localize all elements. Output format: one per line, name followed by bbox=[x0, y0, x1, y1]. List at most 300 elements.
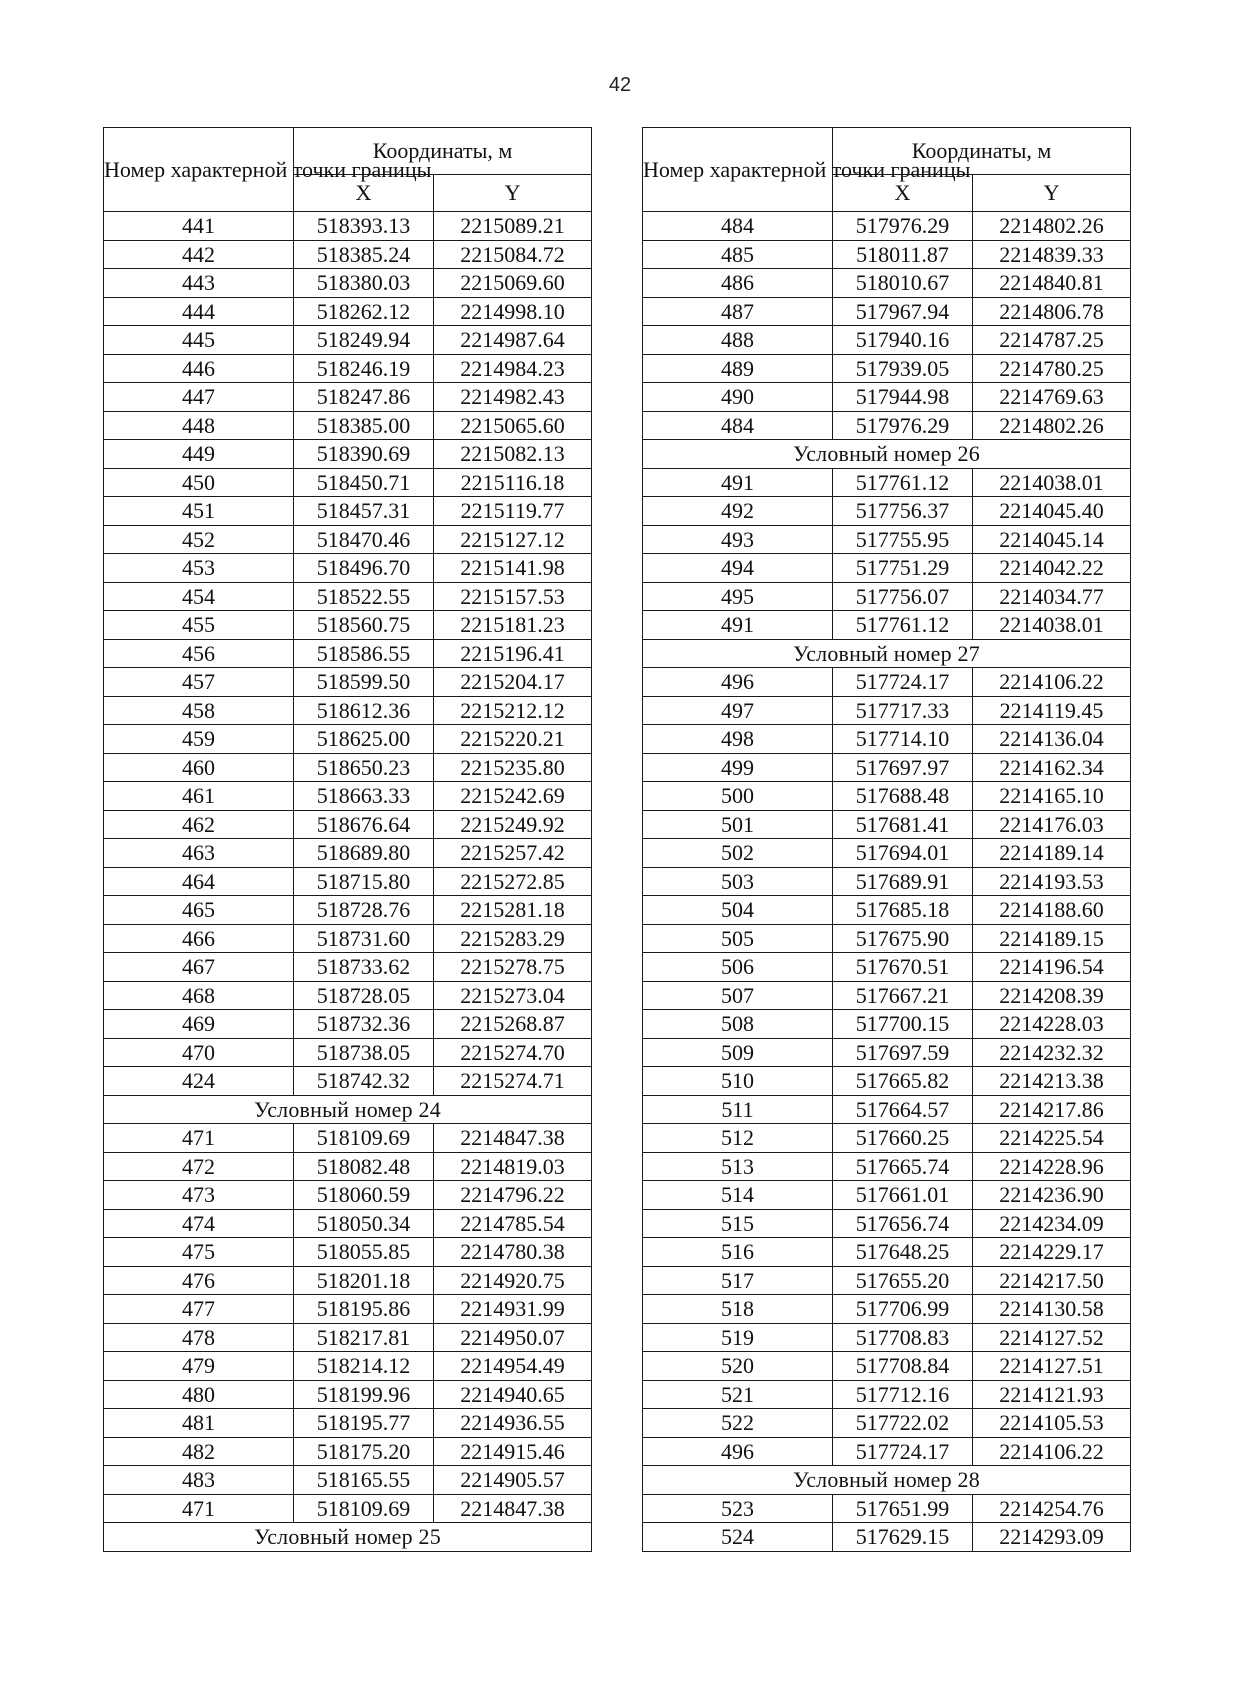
point-number-cell: 460 bbox=[104, 753, 294, 782]
point-number-cell: 487 bbox=[643, 297, 833, 326]
x-coordinate-cell: 517755.95 bbox=[833, 525, 973, 554]
section-row bbox=[104, 1095, 592, 1124]
y-coordinate-cell: 2214819.03 bbox=[434, 1152, 592, 1181]
x-coordinate-cell: 517714.10 bbox=[833, 725, 973, 754]
x-coordinate-cell: 517664.57 bbox=[833, 1095, 973, 1124]
table-row bbox=[643, 981, 1131, 1010]
table-row bbox=[643, 1095, 1131, 1124]
y-coordinate-cell: 2215089.21 bbox=[434, 212, 592, 241]
x-coordinate-cell: 517761.12 bbox=[833, 611, 973, 640]
table-row bbox=[643, 1209, 1131, 1238]
point-number-cell: 441 bbox=[104, 212, 294, 241]
x-coordinate-cell: 517967.94 bbox=[833, 297, 973, 326]
point-number-cell: 495 bbox=[643, 582, 833, 611]
point-number-cell: 501 bbox=[643, 810, 833, 839]
x-coordinate-cell: 517976.29 bbox=[833, 411, 973, 440]
table-row bbox=[104, 240, 592, 269]
x-coordinate-cell: 517722.02 bbox=[833, 1409, 973, 1438]
point-number-cell: 508 bbox=[643, 1010, 833, 1039]
point-number-cell: 444 bbox=[104, 297, 294, 326]
y-coordinate-cell: 2215084.72 bbox=[434, 240, 592, 269]
coordinates-header: Координаты, м bbox=[294, 128, 592, 175]
y-coordinate-cell: 2214950.07 bbox=[434, 1323, 592, 1352]
x-coordinate-cell: 518728.05 bbox=[294, 981, 434, 1010]
y-coordinate-cell: 2215281.18 bbox=[434, 896, 592, 925]
table-row bbox=[104, 924, 592, 953]
table-row bbox=[104, 525, 592, 554]
x-coordinate-cell: 518599.50 bbox=[294, 668, 434, 697]
y-coordinate-cell: 2214769.63 bbox=[973, 383, 1131, 412]
point-number-cell: 449 bbox=[104, 440, 294, 469]
y-coordinate-cell: 2214796.22 bbox=[434, 1181, 592, 1210]
y-coordinate-cell: 2215273.04 bbox=[434, 981, 592, 1010]
y-coordinate-cell: 2214998.10 bbox=[434, 297, 592, 326]
point-number-cell: 471 bbox=[104, 1124, 294, 1153]
table-row bbox=[104, 1352, 592, 1381]
table-row bbox=[643, 725, 1131, 754]
y-coordinate-cell: 2214217.50 bbox=[973, 1266, 1131, 1295]
table-row bbox=[643, 1352, 1131, 1381]
y-coordinate-cell: 2215181.23 bbox=[434, 611, 592, 640]
point-number-cell: 452 bbox=[104, 525, 294, 554]
point-number-cell: 474 bbox=[104, 1209, 294, 1238]
x-coordinate-cell: 517712.16 bbox=[833, 1380, 973, 1409]
point-number-cell: 490 bbox=[643, 383, 833, 412]
x-coordinate-cell: 517670.51 bbox=[833, 953, 973, 982]
x-coordinate-cell: 518496.70 bbox=[294, 554, 434, 583]
y-coordinate-cell: 2214905.57 bbox=[434, 1466, 592, 1495]
table-row bbox=[104, 554, 592, 583]
y-coordinate-cell: 2214217.86 bbox=[973, 1095, 1131, 1124]
table-row bbox=[643, 411, 1131, 440]
point-number-cell: 477 bbox=[104, 1295, 294, 1324]
table-row bbox=[643, 782, 1131, 811]
section-title: Условный номер 28 bbox=[643, 1466, 1131, 1495]
table-row bbox=[104, 810, 592, 839]
table-row bbox=[643, 1409, 1131, 1438]
table-row bbox=[104, 1152, 592, 1181]
y-coordinate-cell: 2214780.25 bbox=[973, 354, 1131, 383]
section-title: Условный номер 26 bbox=[643, 440, 1131, 469]
y-coordinate-cell: 2215069.60 bbox=[434, 269, 592, 298]
table-row bbox=[643, 611, 1131, 640]
y-coordinate-cell: 2214839.33 bbox=[973, 240, 1131, 269]
point-number-cell: 481 bbox=[104, 1409, 294, 1438]
x-coordinate-cell: 518175.20 bbox=[294, 1437, 434, 1466]
x-coordinate-cell: 518742.32 bbox=[294, 1067, 434, 1096]
table-row bbox=[643, 240, 1131, 269]
point-number-cell: 524 bbox=[643, 1523, 833, 1552]
table-row bbox=[104, 839, 592, 868]
x-coordinate-cell: 518560.75 bbox=[294, 611, 434, 640]
y-coordinate-cell: 2215220.21 bbox=[434, 725, 592, 754]
x-coordinate-cell: 518612.36 bbox=[294, 696, 434, 725]
y-coordinate-cell: 2215235.80 bbox=[434, 753, 592, 782]
x-coordinate-cell: 518676.64 bbox=[294, 810, 434, 839]
x-coordinate-cell: 518738.05 bbox=[294, 1038, 434, 1067]
y-coordinate-cell: 2214119.45 bbox=[973, 696, 1131, 725]
point-number-cell: 462 bbox=[104, 810, 294, 839]
x-coordinate-cell: 517675.90 bbox=[833, 924, 973, 953]
point-number-cell: 476 bbox=[104, 1266, 294, 1295]
table-row bbox=[643, 753, 1131, 782]
y-coordinate-cell: 2214915.46 bbox=[434, 1437, 592, 1466]
y-coordinate-cell: 2214208.39 bbox=[973, 981, 1131, 1010]
y-coordinate-cell: 2214920.75 bbox=[434, 1266, 592, 1295]
x-coordinate-cell: 517944.98 bbox=[833, 383, 973, 412]
x-coordinate-cell: 518522.55 bbox=[294, 582, 434, 611]
point-number-cell: 447 bbox=[104, 383, 294, 412]
x-coordinate-cell: 517667.21 bbox=[833, 981, 973, 1010]
table-row bbox=[104, 497, 592, 526]
point-number-cell: 442 bbox=[104, 240, 294, 269]
table-row bbox=[643, 696, 1131, 725]
x-coordinate-cell: 518165.55 bbox=[294, 1466, 434, 1495]
table-row bbox=[104, 1494, 592, 1523]
y-coordinate-cell: 2214936.55 bbox=[434, 1409, 592, 1438]
y-coordinate-cell: 2215242.69 bbox=[434, 782, 592, 811]
table-row bbox=[104, 354, 592, 383]
x-coordinate-cell: 517940.16 bbox=[833, 326, 973, 355]
x-coordinate-cell: 518728.76 bbox=[294, 896, 434, 925]
table-row bbox=[104, 896, 592, 925]
table-row bbox=[104, 867, 592, 896]
table-row bbox=[104, 953, 592, 982]
table-row bbox=[643, 497, 1131, 526]
table-row bbox=[104, 725, 592, 754]
table-row bbox=[643, 383, 1131, 412]
table-row bbox=[104, 1238, 592, 1267]
point-number-cell: 496 bbox=[643, 1437, 833, 1466]
point-number-cell: 502 bbox=[643, 839, 833, 868]
section-row bbox=[104, 1523, 592, 1552]
table-row bbox=[643, 354, 1131, 383]
point-number-cell: 505 bbox=[643, 924, 833, 953]
x-coordinate-cell: 517648.25 bbox=[833, 1238, 973, 1267]
x-coordinate-cell: 518715.80 bbox=[294, 867, 434, 896]
x-coordinate-cell: 517751.29 bbox=[833, 554, 973, 583]
y-coordinate-cell: 2214106.22 bbox=[973, 1437, 1131, 1466]
x-coordinate-cell: 517761.12 bbox=[833, 468, 973, 497]
point-number-cell: 507 bbox=[643, 981, 833, 1010]
y-coordinate-cell: 2214196.54 bbox=[973, 953, 1131, 982]
x-coordinate-cell: 517700.15 bbox=[833, 1010, 973, 1039]
x-coordinate-cell: 517697.59 bbox=[833, 1038, 973, 1067]
x-coordinate-cell: 517656.74 bbox=[833, 1209, 973, 1238]
point-number-cell: 516 bbox=[643, 1238, 833, 1267]
table-row bbox=[104, 411, 592, 440]
point-number-cell: 479 bbox=[104, 1352, 294, 1381]
section-title: Условный номер 24 bbox=[104, 1095, 592, 1124]
x-coordinate-cell: 518650.23 bbox=[294, 753, 434, 782]
y-coordinate-cell: 2214780.38 bbox=[434, 1238, 592, 1267]
x-coordinate-cell: 517665.74 bbox=[833, 1152, 973, 1181]
y-coordinate-cell: 2214127.51 bbox=[973, 1352, 1131, 1381]
x-coordinate-cell: 518082.48 bbox=[294, 1152, 434, 1181]
point-number-cell: 471 bbox=[104, 1494, 294, 1523]
table-row bbox=[643, 1266, 1131, 1295]
y-coordinate-cell: 2214176.03 bbox=[973, 810, 1131, 839]
table-row bbox=[104, 468, 592, 497]
y-coordinate-cell: 2214105.53 bbox=[973, 1409, 1131, 1438]
table-row bbox=[104, 611, 592, 640]
y-coordinate-cell: 2214232.32 bbox=[973, 1038, 1131, 1067]
x-coordinate-cell: 518625.00 bbox=[294, 725, 434, 754]
x-coordinate-cell: 518214.12 bbox=[294, 1352, 434, 1381]
point-number-cell: 468 bbox=[104, 981, 294, 1010]
y-header: Y bbox=[434, 175, 592, 212]
table-row bbox=[104, 1295, 592, 1324]
y-coordinate-cell: 2214234.09 bbox=[973, 1209, 1131, 1238]
table-row bbox=[104, 696, 592, 725]
point-number-cell: 523 bbox=[643, 1494, 833, 1523]
point-number-cell: 494 bbox=[643, 554, 833, 583]
point-number-cell: 514 bbox=[643, 1181, 833, 1210]
table-row bbox=[643, 1124, 1131, 1153]
table-row bbox=[104, 1409, 592, 1438]
point-number-cell: 499 bbox=[643, 753, 833, 782]
point-number-cell: 491 bbox=[643, 468, 833, 497]
y-coordinate-cell: 2214847.38 bbox=[434, 1124, 592, 1153]
y-coordinate-cell: 2215157.53 bbox=[434, 582, 592, 611]
x-coordinate-cell: 517689.91 bbox=[833, 867, 973, 896]
table-row bbox=[104, 1124, 592, 1153]
table-row bbox=[104, 297, 592, 326]
point-number-cell: 461 bbox=[104, 782, 294, 811]
point-number-cell: 472 bbox=[104, 1152, 294, 1181]
x-header: X bbox=[833, 175, 973, 212]
point-number-cell: 478 bbox=[104, 1323, 294, 1352]
point-number-cell: 463 bbox=[104, 839, 294, 868]
coordinates-table-right bbox=[642, 127, 1131, 1552]
table-row bbox=[643, 269, 1131, 298]
x-coordinate-cell: 518262.12 bbox=[294, 297, 434, 326]
table-row bbox=[104, 1038, 592, 1067]
x-coordinate-cell: 518195.77 bbox=[294, 1409, 434, 1438]
point-number-cell: 470 bbox=[104, 1038, 294, 1067]
x-coordinate-cell: 518050.34 bbox=[294, 1209, 434, 1238]
point-number-cell: 520 bbox=[643, 1352, 833, 1381]
y-coordinate-cell: 2215249.92 bbox=[434, 810, 592, 839]
y-coordinate-cell: 2215065.60 bbox=[434, 411, 592, 440]
y-coordinate-cell: 2215278.75 bbox=[434, 953, 592, 982]
y-coordinate-cell: 2214847.38 bbox=[434, 1494, 592, 1523]
table-row bbox=[643, 1380, 1131, 1409]
point-number-cell: 521 bbox=[643, 1380, 833, 1409]
point-number-cell: 484 bbox=[643, 411, 833, 440]
table-row bbox=[643, 953, 1131, 982]
y-coordinate-cell: 2214931.99 bbox=[434, 1295, 592, 1324]
table-row bbox=[643, 326, 1131, 355]
page-number: 42 bbox=[608, 74, 632, 96]
table-row bbox=[643, 896, 1131, 925]
table-row bbox=[643, 1038, 1131, 1067]
point-number-cell: 515 bbox=[643, 1209, 833, 1238]
table-row bbox=[643, 1523, 1131, 1552]
y-coordinate-cell: 2215116.18 bbox=[434, 468, 592, 497]
x-coordinate-cell: 517756.37 bbox=[833, 497, 973, 526]
point-number-cell: 458 bbox=[104, 696, 294, 725]
point-number-cell: 443 bbox=[104, 269, 294, 298]
y-coordinate-cell: 2214954.49 bbox=[434, 1352, 592, 1381]
y-coordinate-cell: 2214806.78 bbox=[973, 297, 1131, 326]
y-coordinate-cell: 2214982.43 bbox=[434, 383, 592, 412]
y-coordinate-cell: 2215119.77 bbox=[434, 497, 592, 526]
point-number-cell: 519 bbox=[643, 1323, 833, 1352]
table-row bbox=[643, 1181, 1131, 1210]
x-header: X bbox=[294, 175, 434, 212]
y-coordinate-cell: 2214106.22 bbox=[973, 668, 1131, 697]
point-number-cell: 511 bbox=[643, 1095, 833, 1124]
x-coordinate-cell: 517685.18 bbox=[833, 896, 973, 925]
point-number-cell: 483 bbox=[104, 1466, 294, 1495]
x-coordinate-cell: 518249.94 bbox=[294, 326, 434, 355]
table-row bbox=[643, 839, 1131, 868]
table-row bbox=[104, 639, 592, 668]
x-coordinate-cell: 518109.69 bbox=[294, 1494, 434, 1523]
point-number-cell: 445 bbox=[104, 326, 294, 355]
y-coordinate-cell: 2214189.15 bbox=[973, 924, 1131, 953]
y-coordinate-cell: 2214045.14 bbox=[973, 525, 1131, 554]
point-number-cell: 464 bbox=[104, 867, 294, 896]
y-coordinate-cell: 2214165.10 bbox=[973, 782, 1131, 811]
point-number-cell: 424 bbox=[104, 1067, 294, 1096]
table-row bbox=[104, 440, 592, 469]
section-title: Условный номер 25 bbox=[104, 1523, 592, 1552]
point-number-cell: 498 bbox=[643, 725, 833, 754]
coordinates-header: Координаты, м bbox=[833, 128, 1131, 175]
y-coordinate-cell: 2215196.41 bbox=[434, 639, 592, 668]
y-coordinate-cell: 2214038.01 bbox=[973, 611, 1131, 640]
point-number-cell: 459 bbox=[104, 725, 294, 754]
x-coordinate-cell: 517756.07 bbox=[833, 582, 973, 611]
x-coordinate-cell: 518217.81 bbox=[294, 1323, 434, 1352]
point-number-cell: 453 bbox=[104, 554, 294, 583]
y-coordinate-cell: 2214213.38 bbox=[973, 1067, 1131, 1096]
table-row bbox=[104, 782, 592, 811]
point-number-cell: 522 bbox=[643, 1409, 833, 1438]
x-coordinate-cell: 518201.18 bbox=[294, 1266, 434, 1295]
point-number-cell: 450 bbox=[104, 468, 294, 497]
x-coordinate-cell: 517665.82 bbox=[833, 1067, 973, 1096]
point-number-cell: 455 bbox=[104, 611, 294, 640]
point-number-cell: 512 bbox=[643, 1124, 833, 1153]
x-coordinate-cell: 518199.96 bbox=[294, 1380, 434, 1409]
point-number-cell: 446 bbox=[104, 354, 294, 383]
table-row bbox=[104, 1266, 592, 1295]
x-coordinate-cell: 518586.55 bbox=[294, 639, 434, 668]
y-coordinate-cell: 2214785.54 bbox=[434, 1209, 592, 1238]
y-coordinate-cell: 2214034.77 bbox=[973, 582, 1131, 611]
x-coordinate-cell: 517708.83 bbox=[833, 1323, 973, 1352]
x-coordinate-cell: 518731.60 bbox=[294, 924, 434, 953]
point-number-cell: 448 bbox=[104, 411, 294, 440]
table-row bbox=[643, 924, 1131, 953]
coordinates-table-body-right bbox=[643, 212, 1131, 1552]
x-coordinate-cell: 517706.99 bbox=[833, 1295, 973, 1324]
point-number-cell: 493 bbox=[643, 525, 833, 554]
point-number-cell: 517 bbox=[643, 1266, 833, 1295]
point-number-cell: 466 bbox=[104, 924, 294, 953]
table-row bbox=[643, 468, 1131, 497]
table-row bbox=[104, 383, 592, 412]
y-coordinate-cell: 2215212.12 bbox=[434, 696, 592, 725]
table-row bbox=[104, 269, 592, 298]
y-coordinate-cell: 2214130.58 bbox=[973, 1295, 1131, 1324]
y-coordinate-cell: 2215283.29 bbox=[434, 924, 592, 953]
y-coordinate-cell: 2214228.96 bbox=[973, 1152, 1131, 1181]
point-number-cell: 491 bbox=[643, 611, 833, 640]
x-coordinate-cell: 517660.25 bbox=[833, 1124, 973, 1153]
point-number-cell: 451 bbox=[104, 497, 294, 526]
point-number-header: Номер характерной точки границы bbox=[104, 128, 294, 212]
y-coordinate-cell: 2214189.14 bbox=[973, 839, 1131, 868]
y-coordinate-cell: 2214802.26 bbox=[973, 212, 1131, 241]
x-coordinate-cell: 518385.24 bbox=[294, 240, 434, 269]
x-coordinate-cell: 518060.59 bbox=[294, 1181, 434, 1210]
y-coordinate-cell: 2214127.52 bbox=[973, 1323, 1131, 1352]
point-number-cell: 513 bbox=[643, 1152, 833, 1181]
x-coordinate-cell: 518390.69 bbox=[294, 440, 434, 469]
table-row bbox=[643, 525, 1131, 554]
x-coordinate-cell: 518385.00 bbox=[294, 411, 434, 440]
x-coordinate-cell: 517655.20 bbox=[833, 1266, 973, 1295]
point-number-cell: 492 bbox=[643, 497, 833, 526]
table-row bbox=[104, 1466, 592, 1495]
section-row bbox=[643, 440, 1131, 469]
table-row bbox=[643, 1437, 1131, 1466]
y-coordinate-cell: 2215204.17 bbox=[434, 668, 592, 697]
y-coordinate-cell: 2214121.93 bbox=[973, 1380, 1131, 1409]
table-row bbox=[104, 981, 592, 1010]
table-row bbox=[643, 668, 1131, 697]
x-coordinate-cell: 518195.86 bbox=[294, 1295, 434, 1324]
table-row bbox=[104, 1437, 592, 1466]
x-coordinate-cell: 518689.80 bbox=[294, 839, 434, 868]
y-coordinate-cell: 2214042.22 bbox=[973, 554, 1131, 583]
y-coordinate-cell: 2214162.34 bbox=[973, 753, 1131, 782]
x-coordinate-cell: 518055.85 bbox=[294, 1238, 434, 1267]
x-coordinate-cell: 517661.01 bbox=[833, 1181, 973, 1210]
y-coordinate-cell: 2215141.98 bbox=[434, 554, 592, 583]
table-row bbox=[643, 1295, 1131, 1324]
y-coordinate-cell: 2214225.54 bbox=[973, 1124, 1131, 1153]
y-coordinate-cell: 2214038.01 bbox=[973, 468, 1131, 497]
point-number-cell: 488 bbox=[643, 326, 833, 355]
point-number-cell: 489 bbox=[643, 354, 833, 383]
point-number-cell: 467 bbox=[104, 953, 294, 982]
point-number-cell: 484 bbox=[643, 212, 833, 241]
x-coordinate-cell: 517629.15 bbox=[833, 1523, 973, 1552]
table-row bbox=[643, 1010, 1131, 1039]
y-coordinate-cell: 2215127.12 bbox=[434, 525, 592, 554]
point-number-cell: 457 bbox=[104, 668, 294, 697]
y-coordinate-cell: 2214987.64 bbox=[434, 326, 592, 355]
table-row bbox=[104, 1181, 592, 1210]
point-number-cell: 480 bbox=[104, 1380, 294, 1409]
table-row bbox=[104, 753, 592, 782]
point-number-cell: 510 bbox=[643, 1067, 833, 1096]
point-number-cell: 496 bbox=[643, 668, 833, 697]
x-coordinate-cell: 518011.87 bbox=[833, 240, 973, 269]
x-coordinate-cell: 518457.31 bbox=[294, 497, 434, 526]
y-header: Y bbox=[973, 175, 1131, 212]
y-coordinate-cell: 2215272.85 bbox=[434, 867, 592, 896]
x-coordinate-cell: 518663.33 bbox=[294, 782, 434, 811]
point-number-cell: 456 bbox=[104, 639, 294, 668]
point-number-cell: 482 bbox=[104, 1437, 294, 1466]
table-row bbox=[104, 1209, 592, 1238]
